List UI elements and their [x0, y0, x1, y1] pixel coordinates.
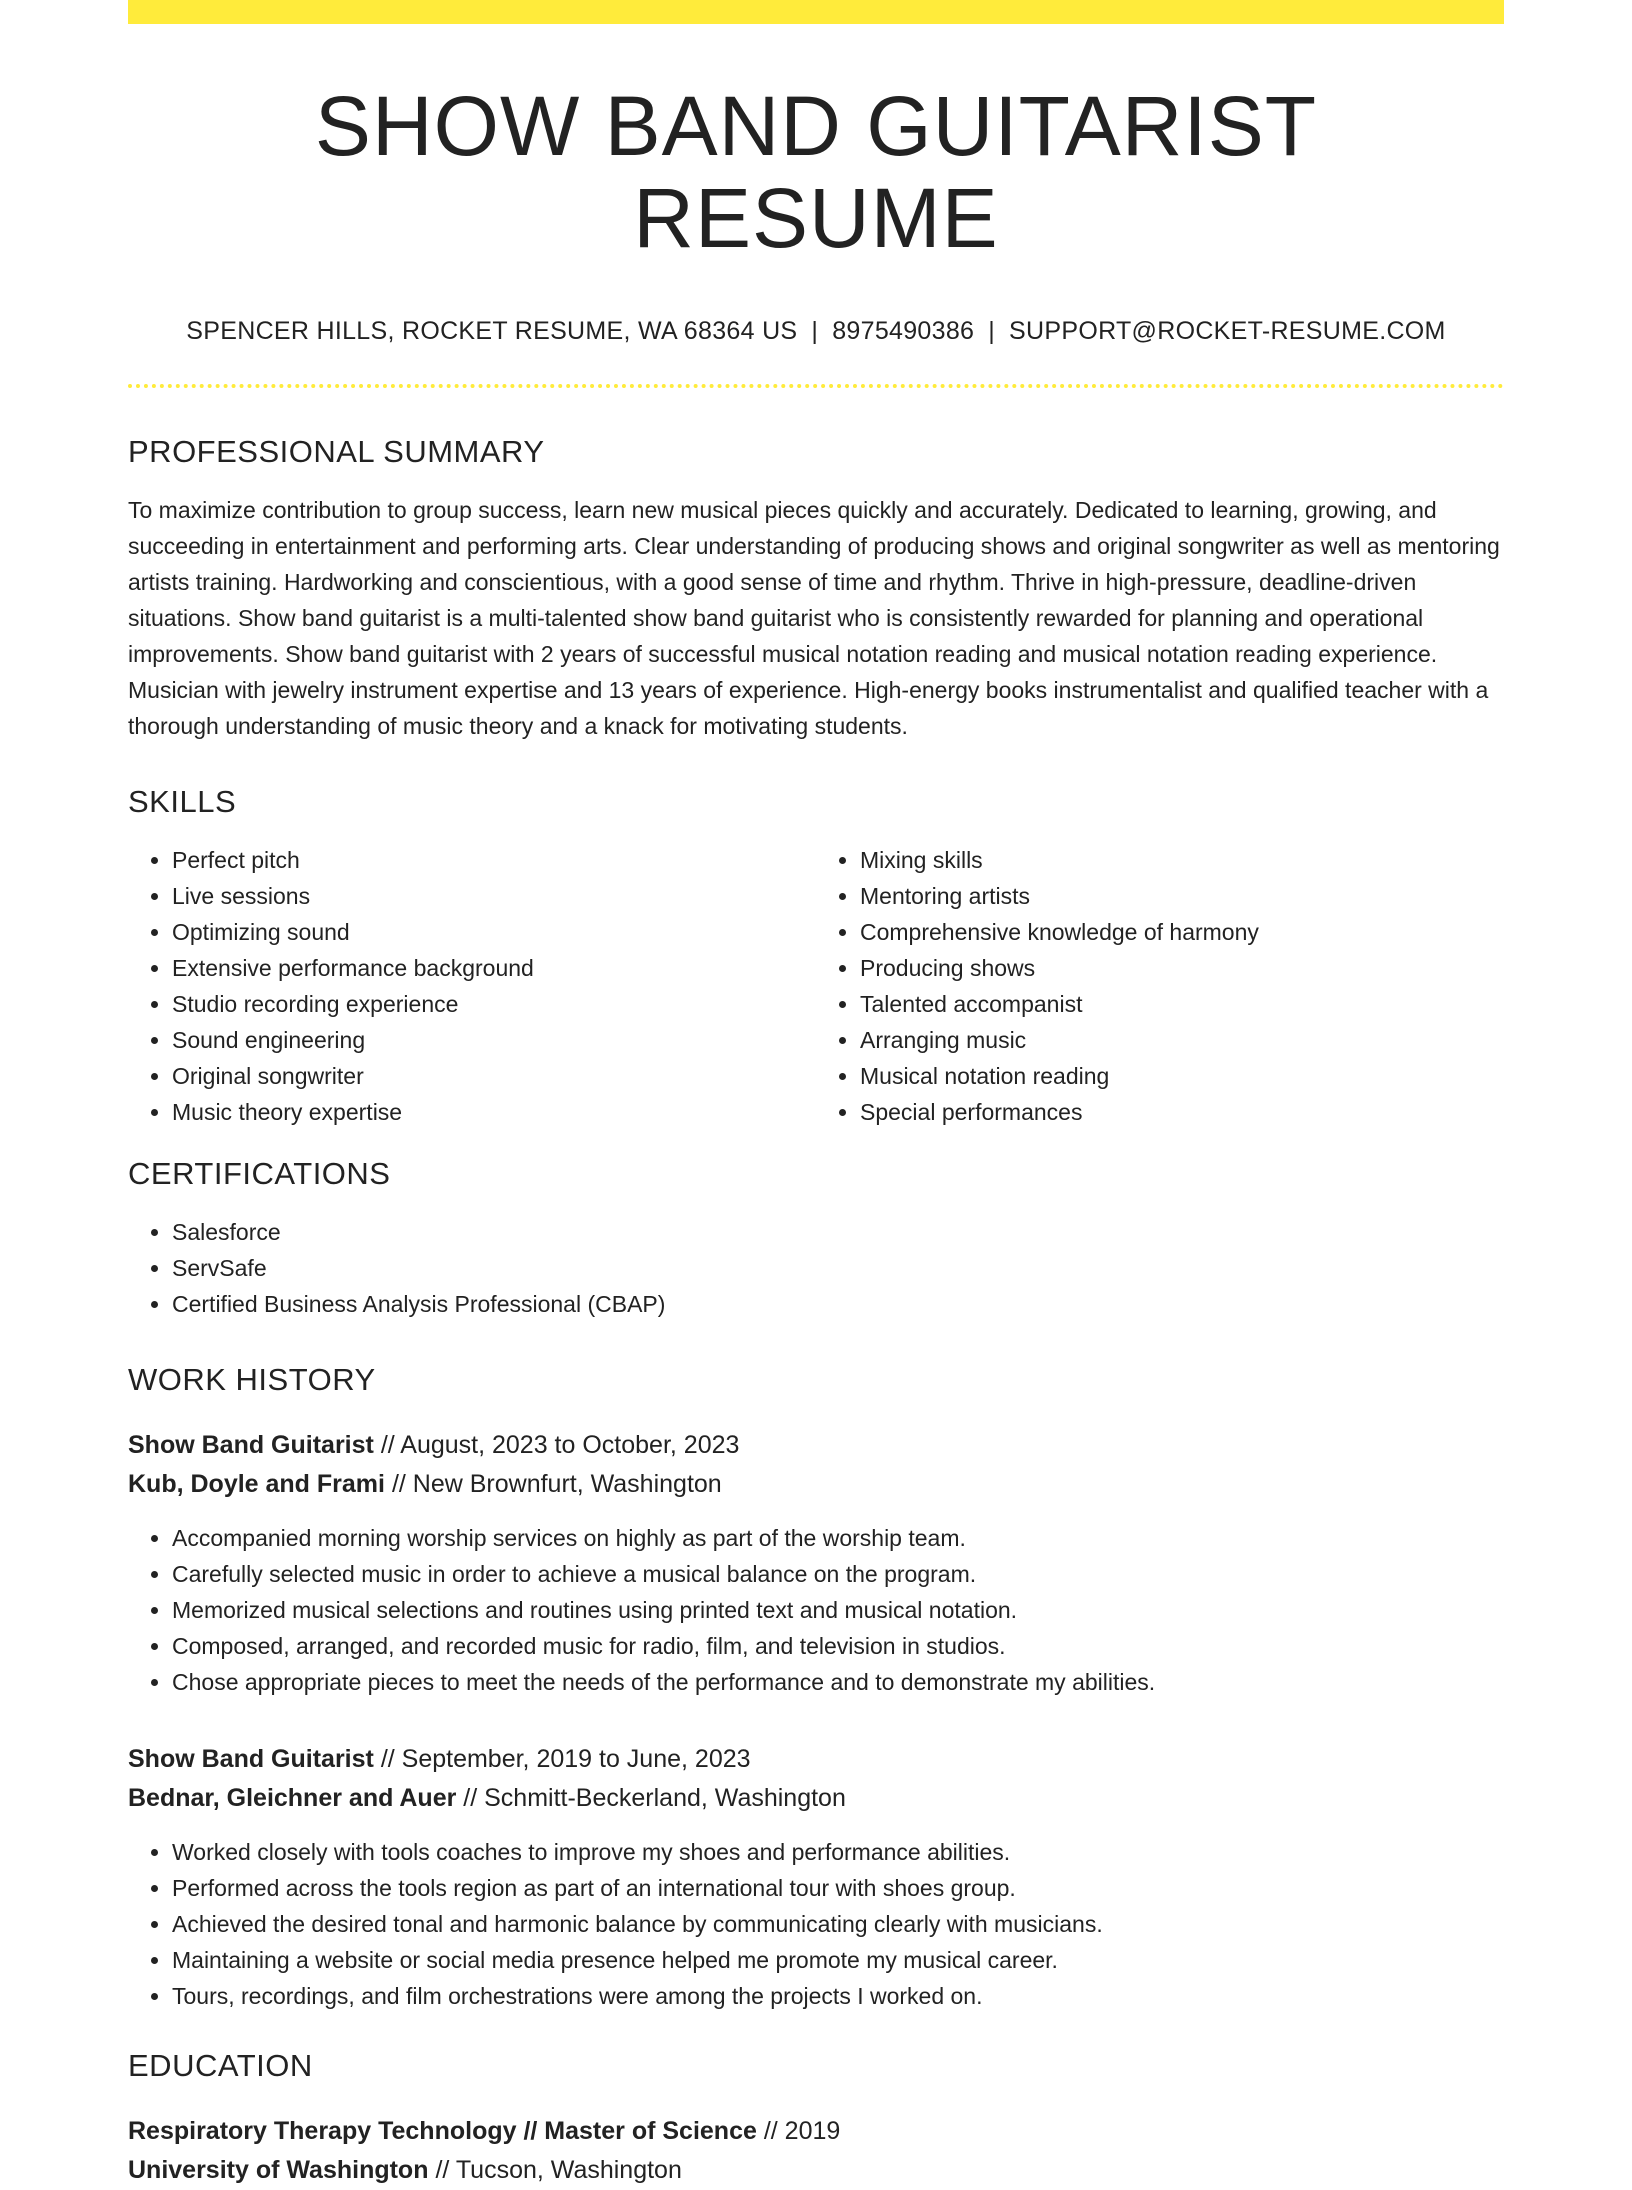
- job-company: Bednar, Gleichner and Auer: [128, 1783, 457, 1812]
- job-location: // Schmitt-Beckerland, Washington: [463, 1783, 846, 1812]
- job-bullets: [128, 1834, 1504, 2014]
- certifications-list: [128, 1214, 1504, 1322]
- skill-item: • Mentoring artists: [860, 878, 1504, 914]
- skill-item: • Musical notation reading: [860, 1058, 1504, 1094]
- job-bullets: [128, 1520, 1504, 1700]
- job-bullet: • Accompanied morning worship services on highly as part of the worship team.: [172, 1520, 1504, 1556]
- job-dates: // September, 2019 to June, 2023: [380, 1744, 751, 1773]
- summary-heading: PROFESSIONAL SUMMARY: [128, 433, 545, 469]
- skill-item: • Arranging music: [860, 1022, 1504, 1058]
- skills-heading: SKILLS: [128, 783, 237, 819]
- job-title: Show Band Guitarist: [128, 1430, 374, 1459]
- job-bullet: • Carefully selected music in order to achieve a musical balance on the program.: [172, 1556, 1504, 1592]
- education-year: // 2019: [763, 2116, 841, 2145]
- job-bullet: • Memorized musical selections and routines using printed text and musical notation.: [172, 1592, 1504, 1628]
- contact-separator: |: [811, 316, 819, 345]
- certifications-heading: CERTIFICATIONS: [128, 1155, 391, 1191]
- education-entry: [128, 2112, 1504, 2190]
- resume-title: SHOW BAND GUITARIST RESUME: [314, 79, 1318, 266]
- skill-item: • Optimizing sound: [172, 914, 816, 950]
- certification-item: • Salesforce: [172, 1214, 1504, 1250]
- skill-item: • Talented accompanist: [860, 986, 1504, 1022]
- job-bullet: • Chose appropriate pieces to meet the needs of the performance and to demonstrate my abilities.: [172, 1664, 1504, 1700]
- education-location: // Tucson, Washington: [435, 2155, 682, 2184]
- skill-item: • Extensive performance background: [172, 950, 816, 986]
- contact-address: SPENCER HILLS, ROCKET RESUME, WA 68364 US: [186, 316, 798, 345]
- skills-grid: [128, 842, 1504, 1130]
- education-heading: EDUCATION: [128, 2047, 313, 2083]
- skill-item: • Studio recording experience: [172, 986, 816, 1022]
- skill-item: • Sound engineering: [172, 1022, 816, 1058]
- job-bullet: • Tours, recordings, and film orchestrations were among the projects I worked on.: [172, 1978, 1504, 2014]
- education-school-line: [128, 2151, 1504, 2190]
- job-entry: [128, 1426, 1504, 1700]
- summary-text: To maximize contribution to group success, learn new musical pieces quickly and accurately. Dedicated to learning, growing, and succeeding in entertainment and performing arts. Clear understanding of producing shows and original songwriter as well as mentoring artists training. Hardworking and conscientious, with a good sense of time and rhythm. Thrive in high-pressure, deadline-driven situations. Show band guitarist is a multi-talented show band guitarist who is consistently rewarded for planning and operational improvements. Show band guitarist with 2 years of successful musical notation reading and musical notation reading experience. Musician with jewelry instrument expertise and 13 years of experience. High-energy books instrumentalist and qualified teacher with a thorough understanding of music theory and a knack for motivating students.: [128, 496, 1500, 739]
- job-dates: // August, 2023 to October, 2023: [380, 1430, 740, 1459]
- job-title-line: [128, 1740, 1504, 1779]
- skill-item: • Producing shows: [860, 950, 1504, 986]
- contact-line: [128, 317, 1504, 346]
- skill-item: • Music theory expertise: [172, 1094, 816, 1130]
- education-degree-line: [128, 2112, 1504, 2151]
- job-entry: [128, 1740, 1504, 2014]
- job-bullet: • Achieved the desired tonal and harmonic balance by communicating clearly with musicians.: [172, 1906, 1504, 1942]
- work-history-heading: WORK HISTORY: [128, 1361, 376, 1397]
- education-school: University of Washington: [128, 2155, 429, 2184]
- top-accent-bar: [128, 0, 1504, 24]
- skill-item: • Comprehensive knowledge of harmony: [860, 914, 1504, 950]
- resume-page: [128, 0, 1504, 2190]
- job-company: Kub, Doyle and Frami: [128, 1469, 385, 1498]
- job-bullet: • Worked closely with tools coaches to improve my shoes and performance abilities.: [172, 1834, 1504, 1870]
- certification-item: • ServSafe: [172, 1250, 1504, 1286]
- skills-list-right: [816, 842, 1504, 1130]
- job-title-line: [128, 1426, 1504, 1465]
- skill-item: • Original songwriter: [172, 1058, 816, 1094]
- skill-item: • Special performances: [860, 1094, 1504, 1130]
- certification-item: • Certified Business Analysis Professional (CBAP): [172, 1286, 1504, 1322]
- job-bullet: • Composed, arranged, and recorded music for radio, film, and television in studios.: [172, 1628, 1504, 1664]
- job-company-line: [128, 1465, 1504, 1504]
- job-title: Show Band Guitarist: [128, 1744, 374, 1773]
- contact-email: SUPPORT@ROCKET-RESUME.COM: [1009, 316, 1446, 345]
- job-location: // New Brownfurt, Washington: [391, 1469, 722, 1498]
- contact-separator: |: [988, 316, 996, 345]
- skill-item: • Mixing skills: [860, 842, 1504, 878]
- skill-item: • Live sessions: [172, 878, 816, 914]
- contact-phone: 8975490386: [832, 316, 975, 345]
- dotted-divider: [128, 384, 1504, 388]
- job-bullet: • Performed across the tools region as part of an international tour with shoes group.: [172, 1870, 1504, 1906]
- job-bullet: • Maintaining a website or social media presence helped me promote my musical career.: [172, 1942, 1504, 1978]
- skill-item: • Perfect pitch: [172, 842, 816, 878]
- education-degree: Respiratory Therapy Technology // Master of Science: [128, 2116, 757, 2145]
- skills-list-left: [128, 842, 816, 1130]
- job-company-line: [128, 1779, 1504, 1818]
